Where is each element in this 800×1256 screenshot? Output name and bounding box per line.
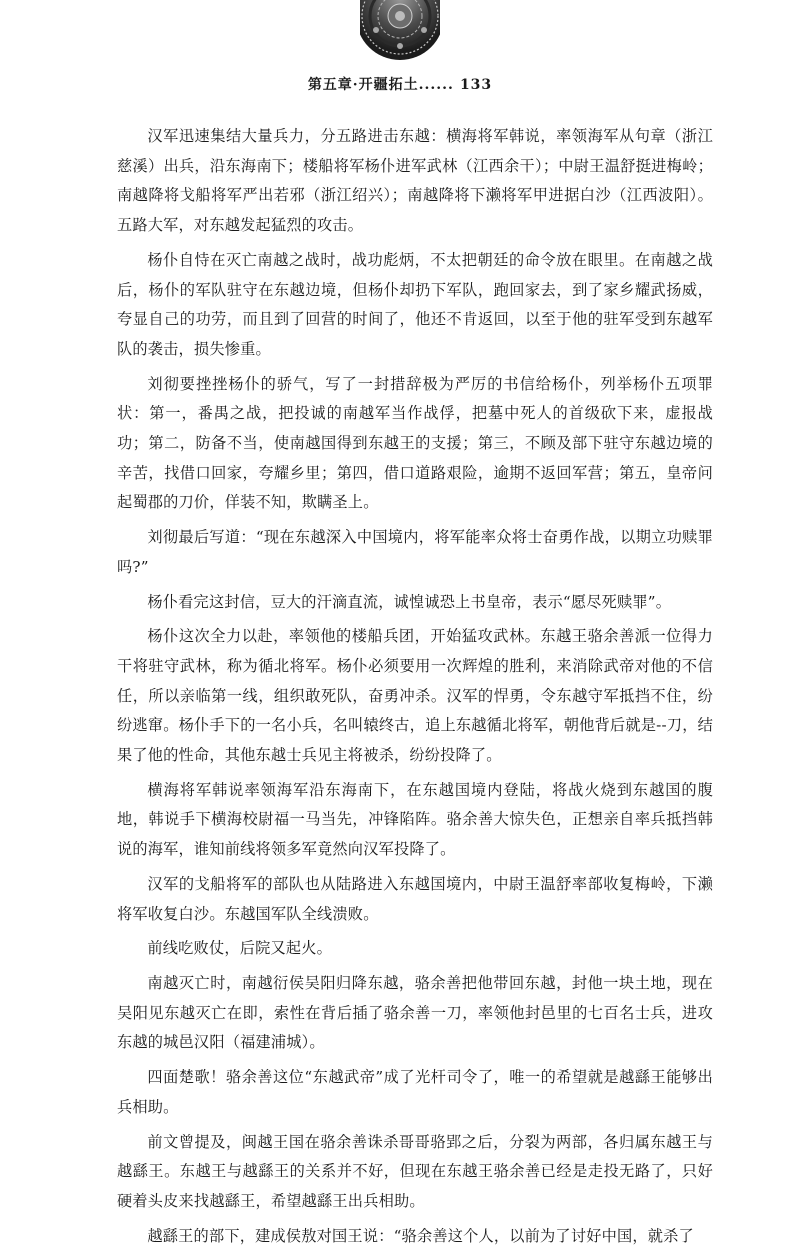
paragraph: 四面楚歌！骆余善这位“东越武帝”成了光杆司令了，唯一的希望就是越繇王能够出兵相助。 xyxy=(117,1068,713,1116)
paragraph: 杨仆自恃在灭亡南越之战时，战功彪炳，不太把朝廷的命令放在眼里。在南越之战后，杨仆的军队驻守在东越边境，但杨仆却扔下军队，跑回家去，到了家乡耀武扬威，夸显自己的功劳，而且到了回营的时间了，他还不肯返回，以至于他的驻军受到东越军队的袭击，损失惨重。 xyxy=(117,250,713,358)
paragraph: 刘彻最后写道：“现在东越深入中国境内，将军能率众将士奋勇作战，以期立功赎罪吗?” xyxy=(117,528,713,576)
paragraph: 前文曾提及，闽越王国在骆余善诛杀哥哥骆郢之后，分裂为两部，各归属东越王与越繇王。东越王与越繇王的关系并不好，但现在东越王骆余善已经是走投无路了，只好硬着头皮来找越繇王，希望越繇王出兵相助。 xyxy=(117,1132,713,1210)
page-number: 133 xyxy=(459,77,493,93)
bronze-mirror-emblem xyxy=(360,0,440,62)
chapter-title: 第五章·开疆拓土...... xyxy=(307,77,454,93)
running-header xyxy=(0,74,800,94)
paragraph: 刘彻要挫挫杨仆的骄气，写了一封措辞极为严厉的书信给杨仆，列举杨仆五项罪状：第一，番禺之战，把投诚的南越军当作战俘，把墓中死人的首级砍下来，虚报战功；第二，防备不当，使南越国得到东越王的支援；第三，不顾及部下驻守东越边境的辛苦，找借口回家，夸耀乡里；第四，借口道路艰险，逾期不返回军营；第五，皇帝问起蜀郡的刀价，佯装不知，欺瞒圣上。 xyxy=(117,374,713,512)
bronze-mirror-icon xyxy=(360,0,440,62)
paragraph: 越繇王的部下，建成侯敖对国王说：“骆余善这个人，以前为了讨好中国，就杀了 xyxy=(147,1226,694,1245)
paragraph: 前线吃败仗，后院又起火。 xyxy=(147,939,333,958)
paragraph: 杨仆看完这封信，豆大的汗滴直流，诚惶诚恐上书皇帝，表示“愿尽死赎罪”。 xyxy=(147,592,672,611)
paragraph: 杨仆这次全力以赴，率领他的楼船兵团，开始猛攻武林。东越王骆余善派一位得力干将驻守武林，称为循北将军。杨仆必须要用一次辉煌的胜利，来消除武帝对他的不信任，所以亲临第一线，组织敢死队，奋勇冲杀。汉军的悍勇，令东越守军抵挡不住，纷纷逃窜。杨仆手下的一名小兵，名叫辕终古，追上东越循北将军，朝他背后就是--刀，结果了他的性命，其他东越士兵见主将被杀，纷纷投降了。 xyxy=(117,627,713,765)
body-text xyxy=(117,122,713,1256)
paragraph: 横海将军韩说率领海军沿东海南下，在东越国境内登陆，将战火烧到东越国的腹地，韩说手下横海校尉福一马当先，冲锋陷阵。骆余善大惊失色，正想亲自率兵抵挡韩说的海军，谁知前线将领多军竟然向汉军投降了。 xyxy=(117,780,713,859)
paragraph: 汉军的戈船将军的部队也从陆路进入东越国境内，中尉王温舒率部收复梅岭，下濑将军收复白沙。东越国军队全线溃败。 xyxy=(117,874,713,923)
paragraph: 汉军迅速集结大量兵力，分五路进击东越：横海将军韩说，率领海军从句章（浙江慈溪）出兵，沿东海南下；楼船将军杨仆进军武林（江西余干）；中尉王温舒挺进梅岭；南越降将戈船将军严出若邪（浙江绍兴）；南越降将下濑将军甲进据白沙（江西波阳）。五路大军，对东越发起猛烈的攻击。 xyxy=(117,127,713,235)
paragraph: 南越灭亡时，南越衍侯吴阳归降东越，骆余善把他带回东越，封他一块土地，现在吴阳见东越灭亡在即，索性在背后插了骆余善一刀，率领他封邑里的七百名士兵，进攻东越的城邑汉阳（福建浦城）。 xyxy=(117,973,713,1052)
